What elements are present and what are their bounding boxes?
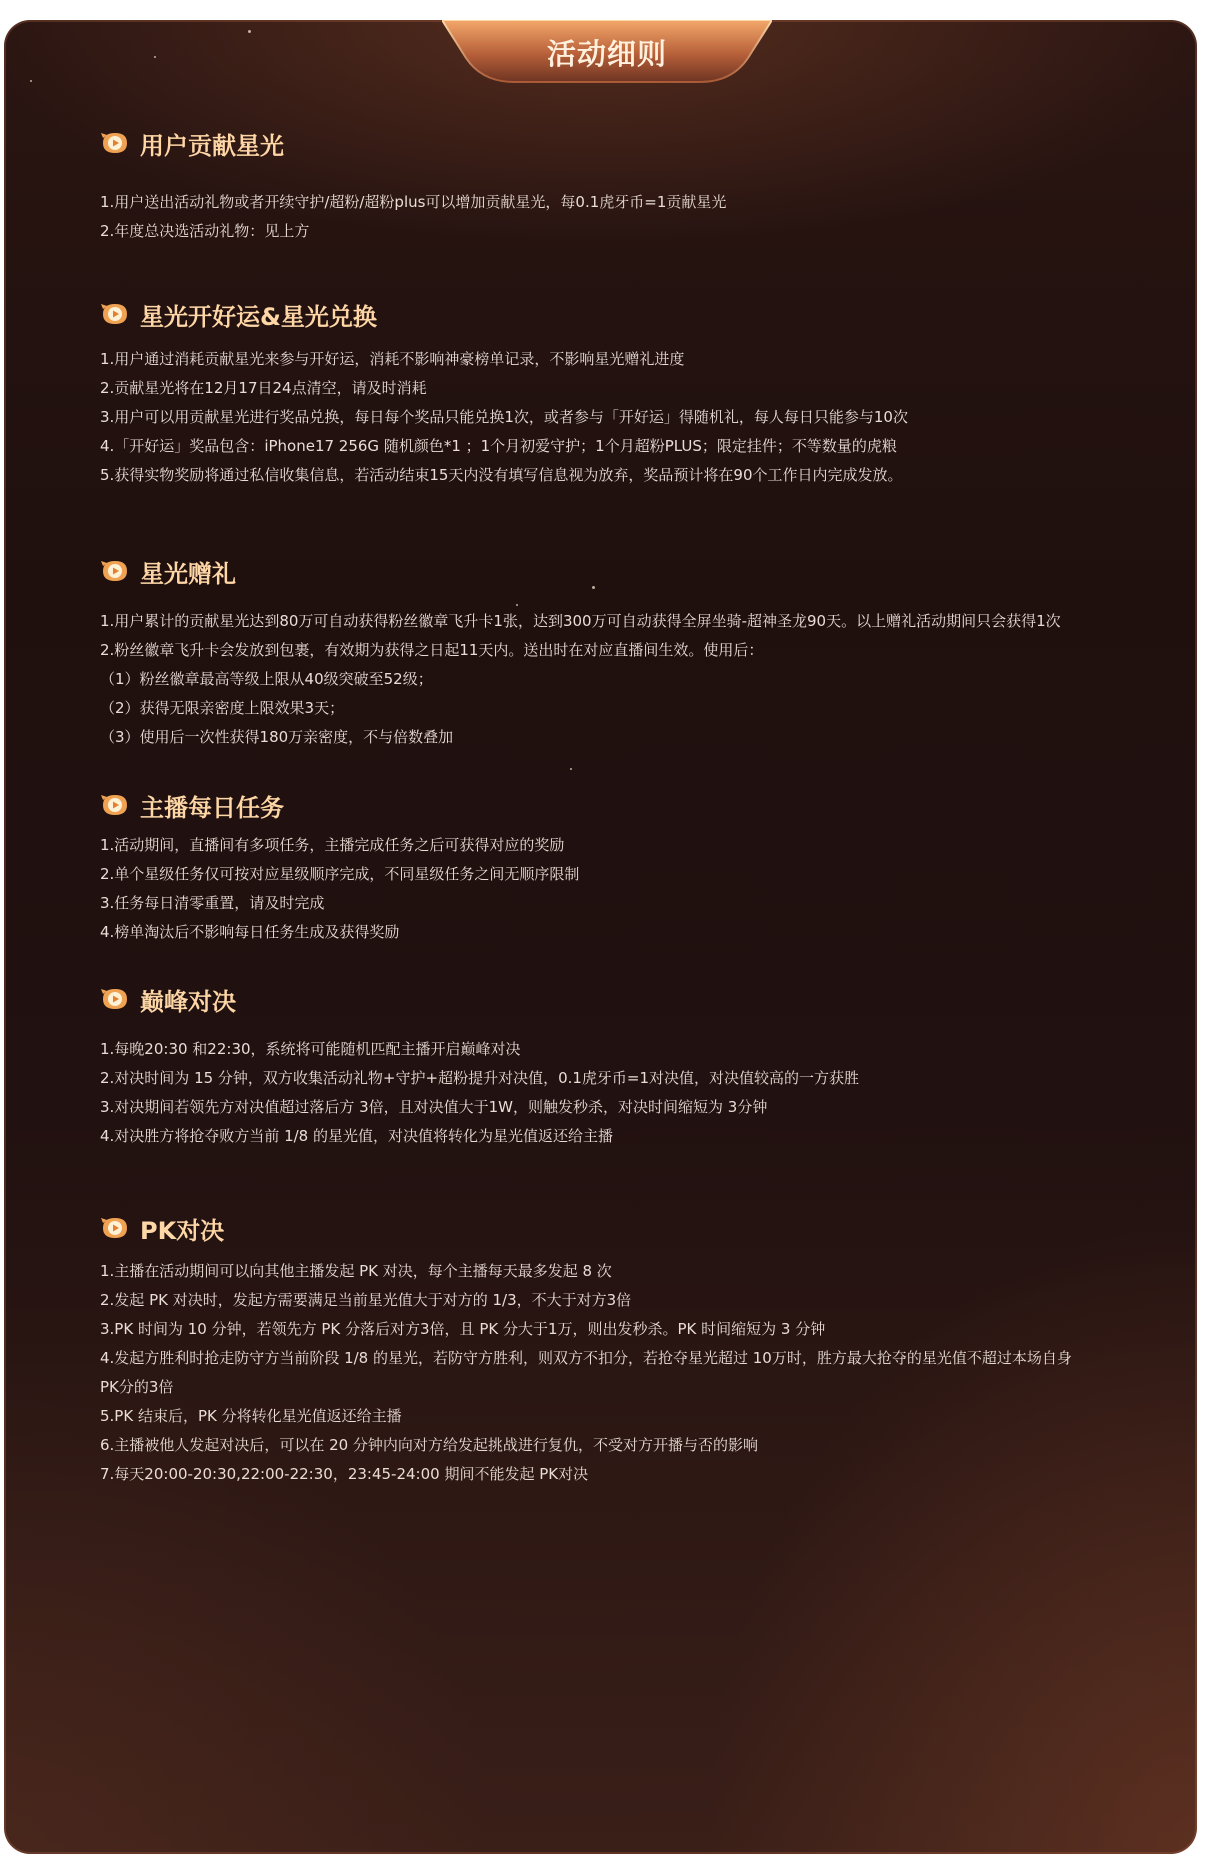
star-decoration: [154, 56, 156, 58]
rule-line: 1.用户通过消耗贡献星光来参与开好运，消耗不影响神豪榜单记录，不影响星光赠礼进度: [100, 350, 685, 368]
rule-line: 2.单个星级任务仅可按对应星级顺序完成，不同星级任务之间无顺序限制: [100, 865, 580, 883]
rule-line: 3.对决期间若领先方对决值超过落后方 3倍，且对决值大于1W，则触发秒杀，对决时间缩短为 3分钟: [100, 1098, 768, 1116]
rule-line: 5.获得实物奖励将通过私信收集信息，若活动结束15天内没有填写信息视为放弃，奖品预计将在90个工作日内完成发放。: [100, 466, 903, 484]
page-title: 活动细则: [546, 37, 667, 71]
rule-line: （1）粉丝徽章最高等级上限从40级突破至52级；: [100, 670, 433, 688]
section-title-text: 星光开好运&星光兑换: [140, 302, 377, 331]
section-title-text: PK对决: [140, 1216, 225, 1245]
play-badge-icon: [100, 301, 130, 327]
section-title-text: 主播每日任务: [140, 793, 284, 822]
rule-line: 4.对决胜方将抢夺败方当前 1/8 的星光值，对决值将转化为星光值返还给主播: [100, 1127, 613, 1145]
star-decoration: [592, 586, 595, 589]
rule-line: 2.贡献星光将在12月17日24点清空，请及时消耗: [100, 379, 427, 397]
section-title: [100, 554, 236, 588]
star-decoration: [30, 80, 32, 82]
play-badge-icon: [100, 1215, 130, 1241]
rule-line: 3.任务每日清零重置，请及时完成: [100, 894, 325, 912]
rule-line: 2.粉丝徽章飞升卡会发放到包裹，有效期为获得之日起11天内。送出时在对应直播间生效。使用后：: [100, 641, 764, 659]
rule-line: 3.用户可以用贡献星光进行奖品兑换，每日每个奖品只能兑换1次，或者参与「开好运」得随机礼，每人每日只能参与10次: [100, 408, 908, 426]
rules-panel: [4, 20, 1197, 1854]
rule-line: PK分的3倍: [100, 1378, 174, 1396]
rule-line: 6.主播被他人发起对决后，可以在 20 分钟内向对方给发起挑战进行复仇，不受对方开播与否的影响: [100, 1436, 758, 1454]
rule-line: 1.主播在活动期间可以向其他主播发起 PK 对决，每个主播每天最多发起 8 次: [100, 1262, 612, 1280]
section-title-text: 巅峰对决: [140, 987, 236, 1016]
star-decoration: [248, 30, 251, 33]
play-badge-icon: [100, 986, 130, 1012]
rule-line: 4.发起方胜利时抢走防守方当前阶段 1/8 的星光，若防守方胜利，则双方不扣分，若抢夺星光超过 10万时，胜方最大抢夺的星光值不超过本场自身: [100, 1349, 1072, 1367]
section-title: [100, 1211, 224, 1245]
rule-line: 2.对决时间为 15 分钟，双方收集活动礼物+守护+超粉提升对决值，0.1虎牙币=1对决值，对决值较高的一方获胜: [100, 1069, 860, 1087]
section-title: [100, 297, 377, 331]
play-badge-icon: [100, 558, 130, 584]
section-title: [100, 982, 236, 1016]
rule-line: （2）获得无限亲密度上限效果3天；: [100, 699, 345, 717]
rule-line: 1.活动期间，直播间有多项任务，主播完成任务之后可获得对应的奖励: [100, 836, 565, 854]
rule-line: 4.「开好运」奖品包含：iPhone17 256G 随机颜色*1 ；1个月初爱守护；1个月超粉PLUS；限定挂件；不等数量的虎粮: [100, 437, 897, 455]
play-badge-icon: [100, 792, 130, 818]
rule-line: 7.每天20:00-20:30,22:00-22:30，23:45-24:00 期间不能发起 PK对决: [100, 1465, 589, 1483]
section-title-text: 星光赠礼: [140, 559, 236, 588]
rule-line: 1.用户送出活动礼物或者开续守护/超粉/超粉plus可以增加贡献星光，每0.1虎牙币=1贡献星光: [100, 193, 727, 211]
star-decoration: [516, 604, 518, 606]
star-decoration: [570, 768, 572, 770]
rule-line: （3）使用后一次性获得180万亲密度，不与倍数叠加: [100, 728, 454, 746]
title-tab: [442, 20, 772, 84]
play-badge-icon: [100, 130, 130, 156]
section-title: [100, 126, 284, 160]
section-title: [100, 788, 284, 822]
rule-line: 5.PK 结束后，PK 分将转化星光值返还给主播: [100, 1407, 402, 1425]
rule-line: 4.榜单淘汰后不影响每日任务生成及获得奖励: [100, 923, 400, 941]
rule-line: 2.发起 PK 对决时，发起方需要满足当前星光值大于对方的 1/3，不大于对方3倍: [100, 1291, 632, 1309]
rule-line: 1.每晚20:30 和22:30，系统将可能随机匹配主播开启巅峰对决: [100, 1040, 521, 1058]
section-title-text: 用户贡献星光: [140, 131, 284, 160]
rule-line: 1.用户累计的贡献星光达到80万可自动获得粉丝徽章飞升卡1张，达到300万可自动获得全屏坐骑-超神圣龙90天。以上赠礼活动期间只会获得1次: [100, 612, 1061, 630]
rule-line: 3.PK 时间为 10 分钟，若领先方 PK 分落后对方3倍，且 PK 分大于1万，则出发秒杀。PK 时间缩短为 3 分钟: [100, 1320, 826, 1338]
rule-line: 2.年度总决选活动礼物：见上方: [100, 222, 310, 240]
